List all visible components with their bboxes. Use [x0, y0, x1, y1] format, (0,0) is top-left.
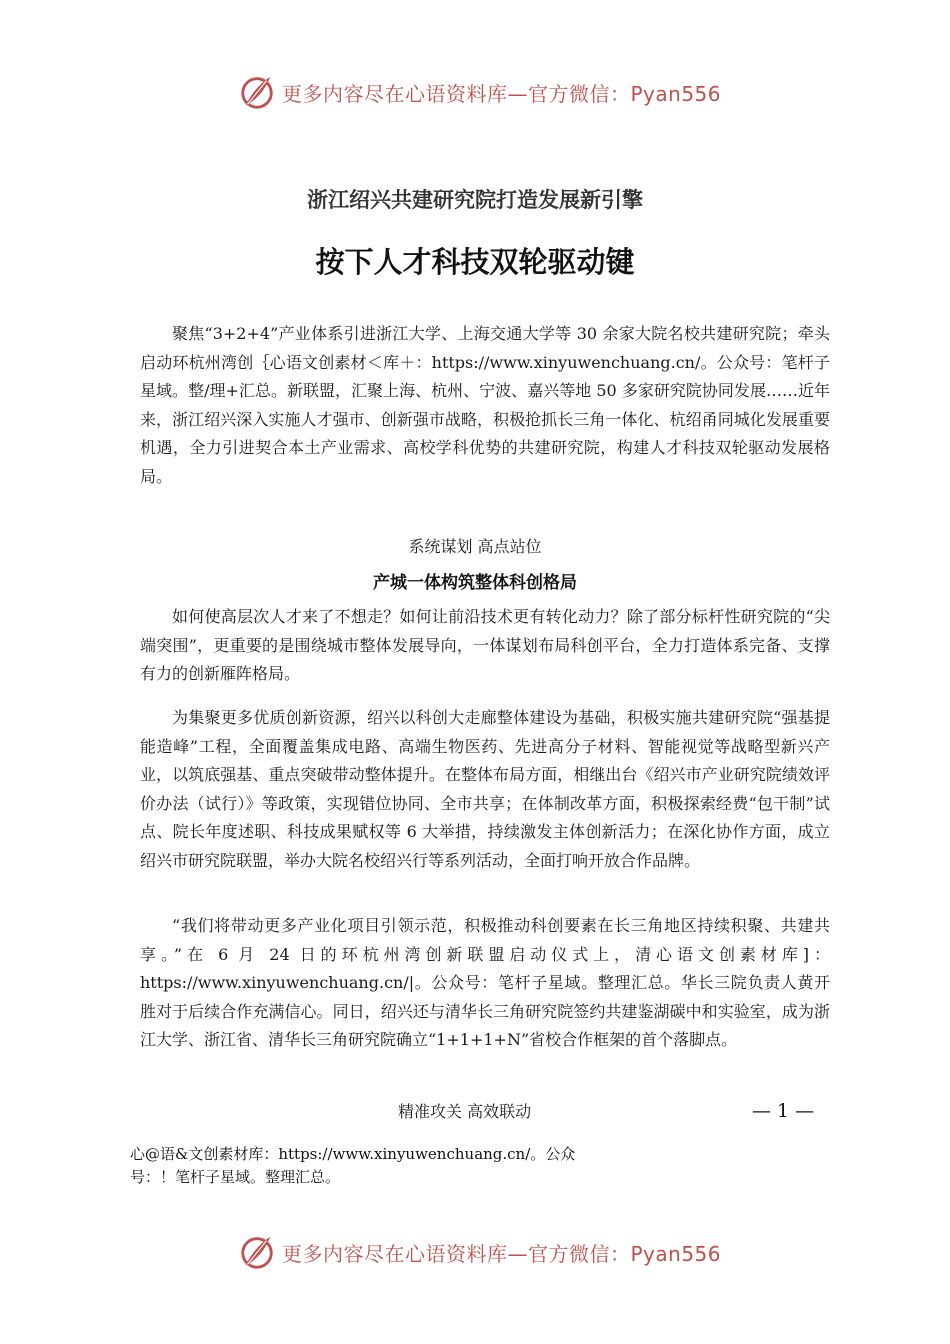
document-subtitle: 浙江绍兴共建研究院打造发展新引擎: [307, 188, 643, 212]
paragraph-quote: “我们将带动更多产业化项目引领示范，积极推动科创要素在长三角地区持续积聚、共建共享。”在 6 月 24 日的环杭州湾创新联盟启动仪式上，清心语文创素材库]：https://www.xinyuwenchuang.cn/|。公众号：笔杆子星域。整理汇总。华长三院负责人黄开胜对于后续合作充满信心。同日，绍兴还与清华长三角研究院签约共建鉴湖碳中和实验室，成为浙江大学、浙江省、清华长三角研究院确立“1+1+1+N”省校合作框架的首个落脚点。: [140, 916, 830, 1049]
section-label-precision: 精准攻关 高效联动: [398, 1102, 532, 1121]
feather-logo-icon: [238, 1233, 276, 1271]
section-heading: 产城一体构筑整体科创格局: [373, 573, 577, 593]
section-label-planning: 系统谋划 高点站位: [408, 537, 542, 556]
paragraph-question: 如何使高层次人才来了不想走？如何让前沿技术更有转化动力？除了部分标杆性研究院的“尖端突围”，更重要的是围绕城市整体发展导向，一体谋划布局科创平台，全力打造体系完备、支撑有力的创新雁阵格局。: [140, 607, 830, 683]
banner-text: 更多内容尽在心语资料库—官方微信：Pyan556: [282, 81, 722, 106]
paragraph-measures: 为集聚更多优质创新资源，绍兴以科创大走廊整体建设为基础，积极实施共建研究院“强基提能造峰”工程，全面覆盖集成电路、高端生物医药、先进高分子材料、智能视觉等战略型新兴产业，以筑底强基、重点突破带动整体提升。在整体布局方面，相继出台《绍兴市产业研究院绩效评价办法（试行）》等政策，实现错位协同、全市共享；在体制改革方面，积极探索经费“包干制”试点、院长年度述职、科技成果赋权等 6 大举措，持续激发主体创新活力；在深化协作方面，成立绍兴市研究院联盟，举办大院名校绍兴行等系列活动，全面打响开放合作品牌。: [140, 708, 830, 870]
document-title: 按下人才科技双轮驱动键: [315, 245, 635, 279]
feather-logo-icon: [238, 73, 276, 111]
bottom-banner: [238, 1232, 758, 1272]
footnote: 心@语&文创素材库：https://www.xinyuwenchuang.cn/。公众号：！笔杆子星域。整理汇总。: [130, 1145, 576, 1186]
page-number: — 1 —: [752, 1100, 815, 1122]
top-banner: [238, 72, 758, 112]
banner-text: 更多内容尽在心语资料库—官方微信：Pyan556: [282, 1241, 722, 1266]
paragraph-intro: 聚焦“3+2+4”产业体系引进浙江大学、上海交通大学等 30 余家大院名校共建研究院；牵头启动环杭州湾创｛心语文创素材＜库＋：https://www.xinyuwenchuang.cn/。公众号：笔杆子星域。整/理+汇总。新联盟，汇聚上海、杭州、宁波、嘉兴等地 50 多家研究院协同发展……近年来，浙江绍兴深入实施人才强市、创新强市战略，积极抢抓长三角一体化、杭绍甬同城化发展重要机遇，全力引进契合本土产业需求、高校学科优势的共建研究院，构建人才科技双轮驱动发展格局。: [140, 324, 830, 486]
